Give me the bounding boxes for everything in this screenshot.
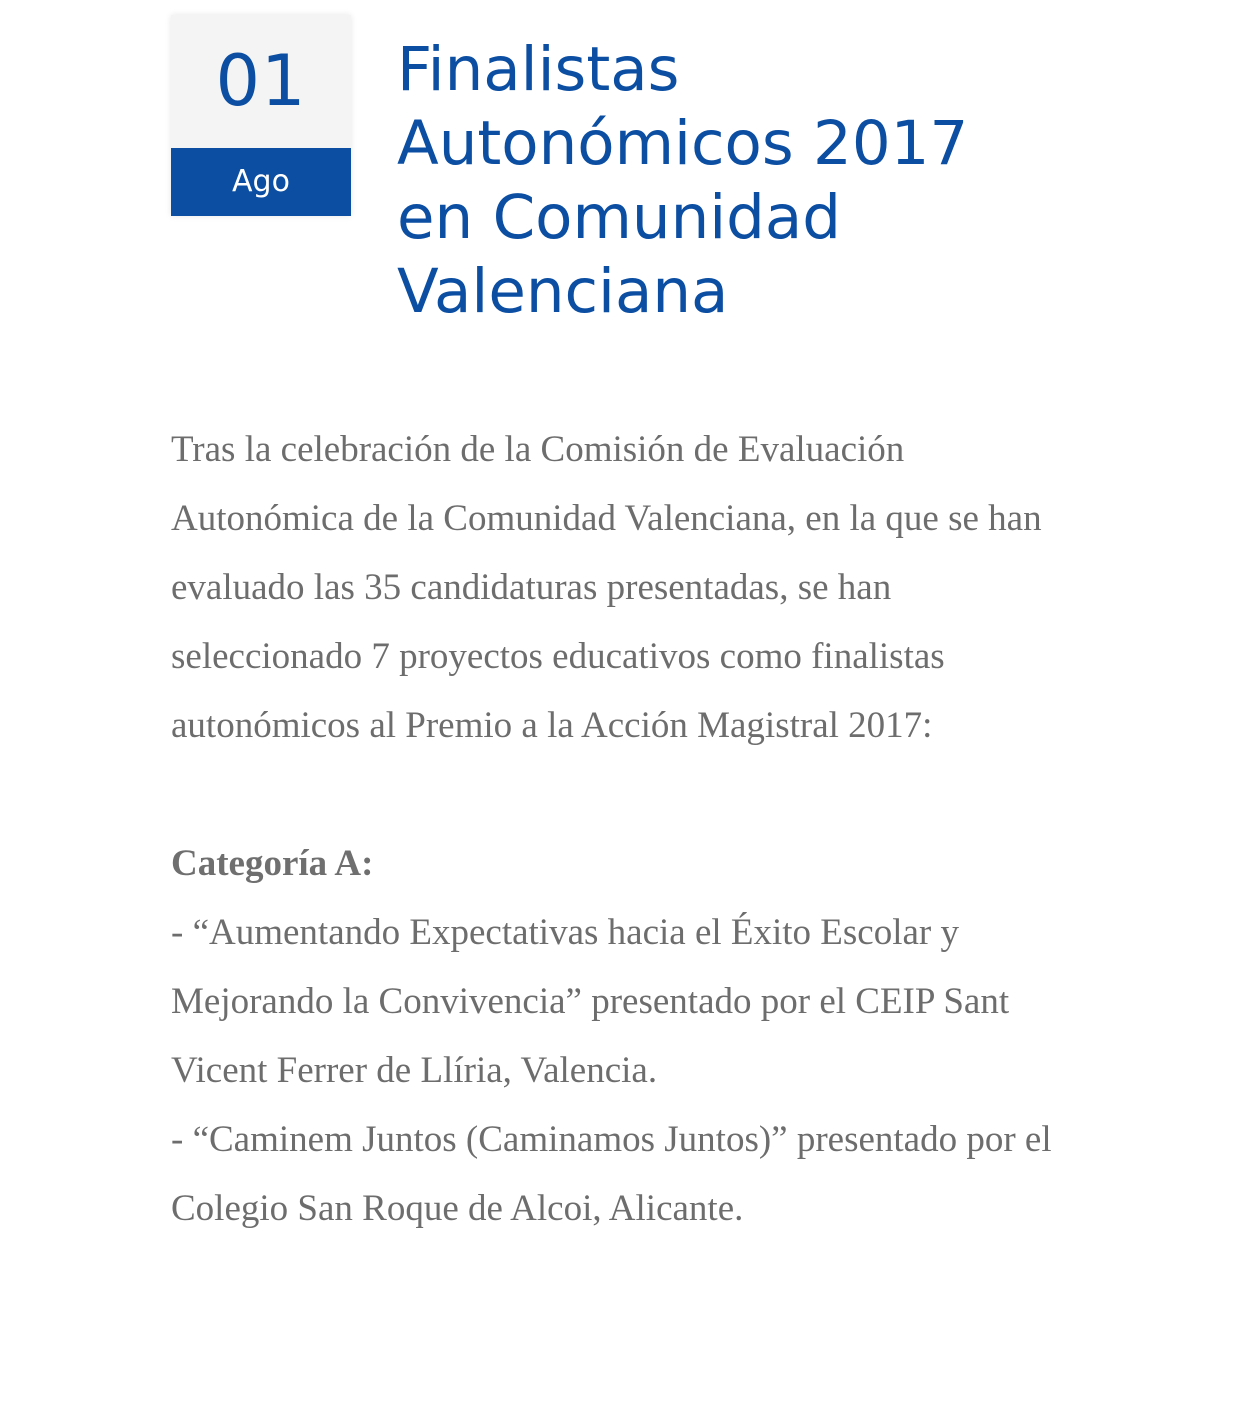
post-body xyxy=(171,415,1091,1243)
date-month: Ago xyxy=(171,148,351,216)
date-badge xyxy=(171,15,351,216)
post-intro: Tras la celebración de la Comisión de Evaluación Autonómica de la Comunidad Valenciana, en la que se han evaluado las 35 candidaturas presentadas, se han seleccionado 7 proyectos educativos como finalistas autonómicos al Premio a la Acción Magistral 2017: xyxy=(171,429,1042,746)
date-day: 01 xyxy=(171,15,351,148)
finalist-entry: - “Aumentando Expectativas hacia el Éxito Escolar y Mejorando la Convivencia” presentado por el CEIP Sant Vicent Ferrer de Llíria, Valencia. xyxy=(171,912,1010,1091)
finalist-entry: - “Caminem Juntos (Caminamos Juntos)” presentado por el Colegio San Roque de Alcoi, Alicante. xyxy=(171,1119,1052,1229)
category-heading: Categoría A: xyxy=(171,843,374,884)
post-title: Finalistas Autonómicos 2017 en Comunidad Valenciana xyxy=(397,34,969,327)
